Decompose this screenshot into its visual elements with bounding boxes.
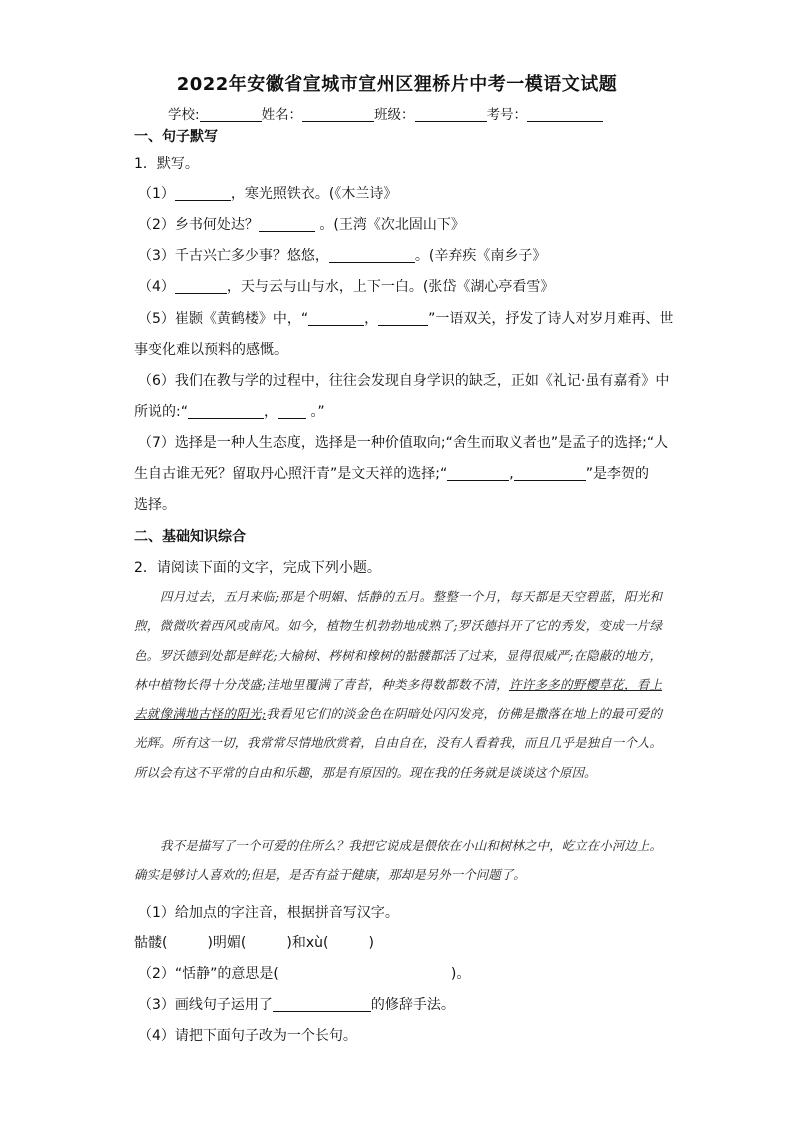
q1-item-7: （7）选择是一种人生态度，选择是一种价值取向;“舍生而取义者也”是孟子的选择;“人 <box>138 435 669 451</box>
item-text: （3）千古兴亡多少事？悠悠， <box>138 248 329 264</box>
q2-sub-2 <box>138 963 470 983</box>
reading-passage-paragraph-2: 我不是描写了一个可爱的住所么？我把它说成是偎依在小山和树林之中，屹立在小河边上。确实是够讨人喜欢的;但是，是否有益于健康，那却是另外一个问题了。 <box>134 838 662 883</box>
word-item: ) <box>368 935 374 951</box>
reading-passage-paragraph-1 <box>134 582 662 787</box>
answer-blank <box>378 311 428 326</box>
item-text: 。(王湾《次北固山下》 <box>319 217 465 233</box>
answer-blank <box>259 217 315 232</box>
page-title: 2022年安徽省宣城市宣州区狸桥片中考一模语文试题 <box>176 74 618 95</box>
item-number: （4） <box>138 279 175 295</box>
school-blank <box>200 107 262 122</box>
number-blank <box>527 107 603 122</box>
class-blank <box>415 107 487 122</box>
answer-blank <box>514 466 586 481</box>
item-text: （3）画线句子运用了 <box>138 997 273 1013</box>
student-info-line <box>168 103 603 123</box>
answer-blank <box>308 311 364 326</box>
item-text: （2）“恬静”的意思是( <box>138 966 279 982</box>
item-number: （1） <box>138 186 175 202</box>
item-text: ”一语双关，抒发了诗人对岁月难再、世 <box>428 311 674 327</box>
answer-blank <box>175 279 227 294</box>
word-item: 骷髅( <box>134 935 168 951</box>
answer-blank <box>447 466 509 481</box>
name-label: 姓名： <box>261 107 303 123</box>
q1-item-6-cont <box>134 401 325 421</box>
q1-item-3 <box>138 245 546 265</box>
q1-item-1 <box>138 183 397 203</box>
passage-text: 我看见它们的淡金色在阴暗处闪闪发亮，仿佛是撒落在地上的最可爱的光辉。所有这一切，我常常尽情地欣赏着，自由自在，没有人看着我，而且几乎是独自一个人。所以会有这不平常的自由和乐趣，那是有原因的。现在我的任务就是谈谈这个原因。 <box>134 706 662 780</box>
q1-item-7-end: 选择。 <box>134 497 176 513</box>
q1-item-2 <box>138 214 465 234</box>
word-item: )和xù( <box>286 935 329 951</box>
number-label: 考号： <box>486 107 528 123</box>
item-text: )。 <box>450 966 471 982</box>
section-heading-1: 一、句子默写 <box>134 129 218 145</box>
q1-item-6: （6）我们在教与学的过程中，往往会发现自身学识的缺乏，正如《礼记·虽有嘉肴》中 <box>138 373 670 389</box>
item-text: （2）乡书何处达？ <box>138 217 259 233</box>
section-heading-2: 二、基础知识综合 <box>134 529 246 545</box>
q1-item-5 <box>138 308 673 328</box>
answer-blank <box>329 248 415 263</box>
item-text: ”是李贺的 <box>585 466 649 482</box>
item-text: ，寒光照铁衣。(《木兰诗》 <box>230 186 398 202</box>
passage-text: 四月过去，五月来临;那是个明媚、恬静的五月。整整一个月，每天都是天空碧蓝，阳光和煦，微微吹着西风或南风。如今，植物生机勃勃地成熟了;罗沃德抖开了它的秀发，变成一片绿色。罗沃德到处都是鲜花;大榆树、梣树和橡树的骷髅都活了过来，显得很威严;在隐蔽的地方，林中植物长得十分茂盛;洼地里覆满了青苔，种类多得数都数不清， <box>134 589 662 692</box>
answer-blank <box>188 404 264 419</box>
q1-item-7-cont <box>134 463 649 483</box>
answer-blank <box>175 186 231 201</box>
school-label: 学校: <box>168 107 200 123</box>
item-text: 生自古谁无死？留取丹心照汗青”是文天祥的选择;“ <box>134 466 448 482</box>
item-text: 的修辞手法。 <box>370 997 455 1013</box>
q1-item-4 <box>138 276 554 296</box>
name-blank <box>302 107 374 122</box>
q1-stem: 1．默写。 <box>134 156 199 172</box>
underlined-sentence: 许许多多的野樱草花，看上去就像满地古怪的阳光; <box>134 676 662 722</box>
item-text: ，天与云与山与水，上下一白。(张岱《湖心亭看雪》 <box>226 279 555 295</box>
q2-stem: 2．请阅读下面的文字，完成下列小题。 <box>134 560 381 576</box>
answer-blank <box>278 404 306 419</box>
item-text: 。” <box>310 404 325 420</box>
item-text: （5）崔颢《黄鹤楼》中，“ <box>138 311 309 327</box>
item-text: ， <box>364 311 379 327</box>
item-text: 所说的:“ <box>134 404 188 420</box>
item-text: 。(辛弃疾《南乡子》 <box>414 248 547 264</box>
q2-sub-4: （4）请把下面句子改为一个长句。 <box>138 1028 357 1044</box>
q2-sub-3 <box>138 994 455 1014</box>
q2-sub-1: （1）给加点的字注音，根据拼音写汉字。 <box>138 905 399 921</box>
answer-blank <box>273 997 371 1012</box>
item-text: ， <box>263 404 278 420</box>
word-item: )明媚( <box>207 935 247 951</box>
q1-item-5-cont: 事变化难以预料的感慨。 <box>134 342 288 358</box>
class-label: 班级： <box>374 107 415 123</box>
q2-sub-1-words <box>134 932 374 952</box>
item-text: , <box>509 466 514 482</box>
